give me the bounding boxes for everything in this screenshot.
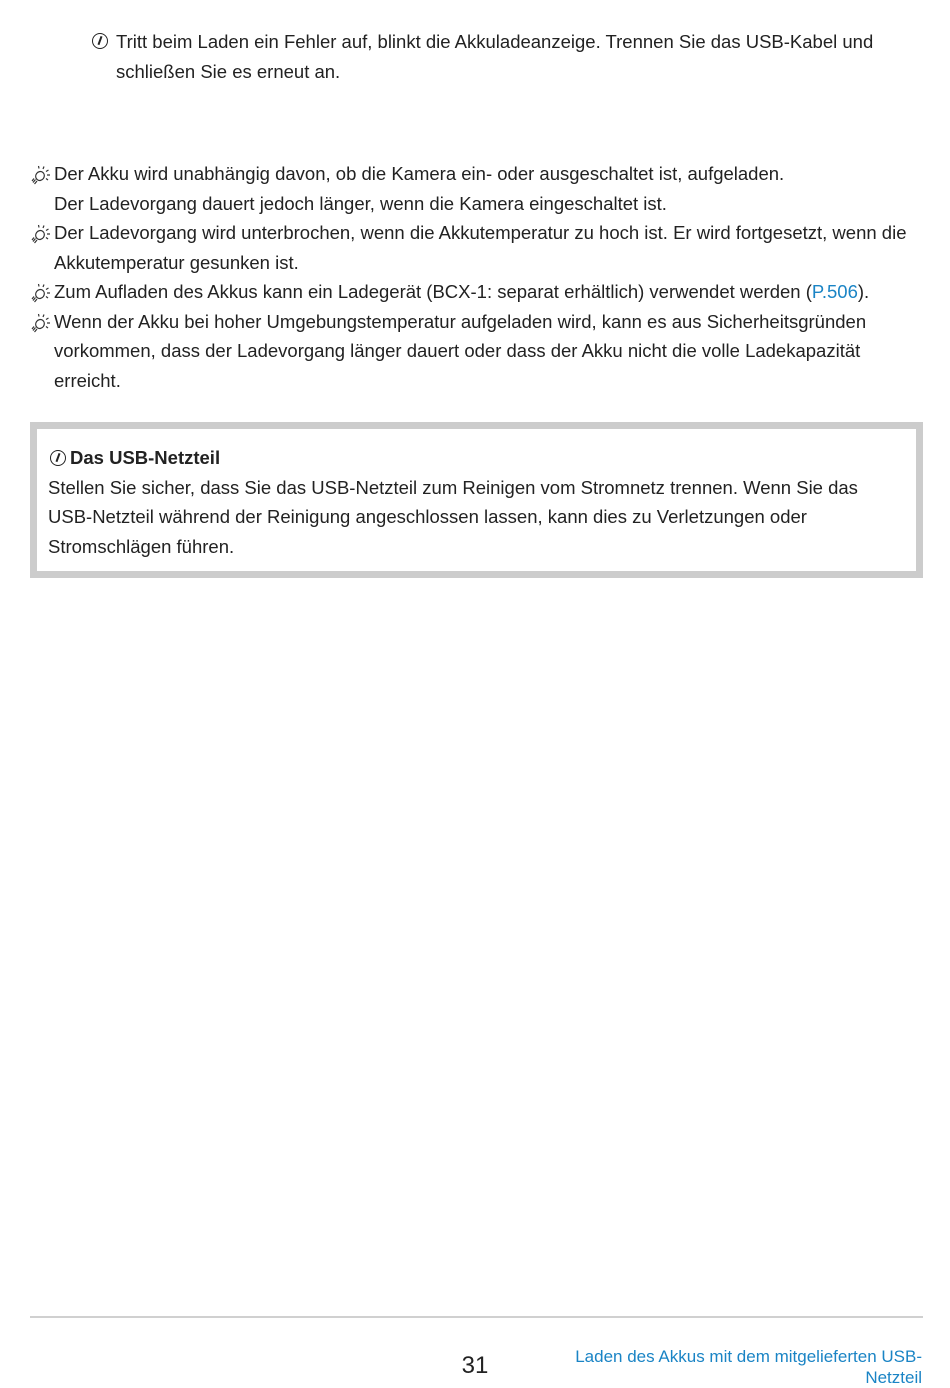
tip-text: Der Ladevorgang wird unterbrochen, wenn die Akkutemperatur zu hoch ist. Er wird fortgesetzt, wenn die Akkutemperatur gesunken ist. xyxy=(54,222,907,273)
tips-list xyxy=(30,159,925,395)
tip-item xyxy=(30,307,925,396)
caution-text: Tritt beim Laden ein Fehler auf, blinkt die Akkuladeanzeige. Trennen Sie das USB-Kabel und schließen Sie es erneut an. xyxy=(116,31,874,82)
section-title-link[interactable]: Laden des Akkus mit dem mitgelieferten USB-Netzteil xyxy=(575,1347,922,1387)
tip-item xyxy=(30,159,925,218)
tip-lightbulb-icon xyxy=(30,165,52,185)
note-body: Stellen Sie sicher, dass Sie das USB-Netzteil zum Reinigen vom Stromnetz trennen. Wenn Sie das USB-Netzteil während der Reinigung angeschlossen lassen, kann dies zu Verletzungen oder Stromschlägen führen. xyxy=(48,476,858,557)
tip-lightbulb-icon xyxy=(30,224,52,244)
page-reference-link[interactable]: P.506 xyxy=(811,281,858,302)
tip-lightbulb-icon xyxy=(30,283,52,303)
tip-text-line: Der Akku wird unabhängig davon, ob die Kamera ein- oder ausgeschaltet ist, aufgeladen. xyxy=(54,163,785,184)
tip-text-after: ). xyxy=(857,281,870,302)
usb-adapter-note-box xyxy=(30,422,923,578)
tip-text-before: Zum Aufladen des Akkus kann ein Ladegerät (BCX-1: separat erhältlich) verwendet werden ( xyxy=(54,281,812,302)
tip-text xyxy=(54,277,925,307)
note-title xyxy=(48,443,905,473)
note-title-text: Das USB-Netzteil xyxy=(70,447,221,468)
caution-icon xyxy=(92,33,108,49)
tip-item xyxy=(30,277,925,307)
tip-text: Wenn der Akku bei hoher Umgebungstemperatur aufgeladen wird, kann es aus Sicherheitsgründen vorkommen, dass der Ladevorgang länger dauert oder dass der Akku nicht die volle Ladekapazität erreicht. xyxy=(54,310,867,391)
footer-divider xyxy=(30,1316,923,1318)
caution-icon xyxy=(50,450,66,466)
page-number: 31 xyxy=(461,1352,489,1379)
tip-lightbulb-icon xyxy=(30,313,52,333)
caution-note xyxy=(92,27,922,86)
tip-text-line: Der Ladevorgang dauert jedoch länger, wenn die Kamera eingeschaltet ist. xyxy=(54,192,667,214)
tip-item xyxy=(30,218,925,277)
